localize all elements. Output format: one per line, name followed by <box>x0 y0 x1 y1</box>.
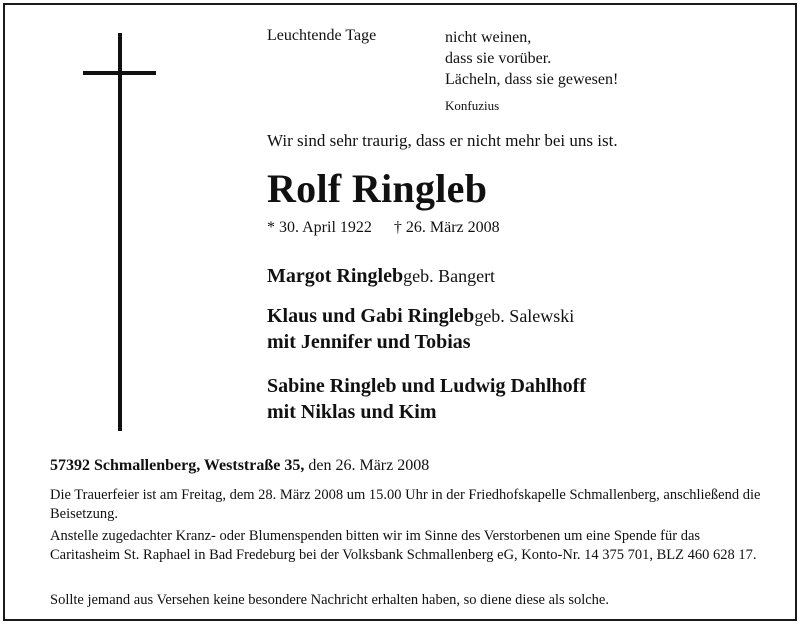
birth-date: 30. April 1922 <box>279 219 372 236</box>
funeral-info: Die Trauerfeier ist am Freitag, dem 28. März 2008 um 15.00 Uhr in der Friedhofskapelle Schmallenberg, anschließend die Beisetzung. <box>50 487 761 522</box>
address-date: den 26. März 2008 <box>304 457 430 474</box>
family-member <box>267 263 495 289</box>
birth-symbol: * <box>267 219 275 236</box>
family-member <box>267 373 586 425</box>
life-dates <box>267 219 500 237</box>
closing-note: Sollte jemand aus Versehen keine besondere Nachricht erhalten haben, so diene diese als solche. <box>50 592 609 608</box>
quote-lead: Leuchtende Tage <box>267 27 377 44</box>
deceased-name: Rolf Ringleb <box>267 166 488 211</box>
address-place: 57392 Schmallenberg, Weststraße 35, <box>50 457 305 474</box>
family-name: Sabine Ringleb und Ludwig Dahlhoff <box>267 375 587 397</box>
tagline: Wir sind sehr traurig, dass er nicht mehr bei uns ist. <box>267 131 618 150</box>
quote-text <box>445 27 618 116</box>
donation-info: Anstelle zugedachter Kranz- oder Blumenspenden bitten wir im Sinne des Verstorbenen um eine Spende für das Caritasheim St. Raphael in Bad Fredeburg bei der Volksbank Schmallenberg eG, Konto-Nr. 14 375 701, BLZ 460 628 17. <box>50 528 757 563</box>
cross-vertical-bar <box>118 33 122 431</box>
family-name: Klaus und Gabi Ringleb <box>267 305 475 327</box>
family-children: mit Niklas und Kim <box>267 401 437 423</box>
cross-horizontal-bar <box>83 71 156 75</box>
address-line <box>50 457 429 475</box>
quote-line: nicht weinen, <box>445 29 532 46</box>
family-name: Margot Ringleb <box>267 265 404 287</box>
death-date: 26. März 2008 <box>405 219 500 236</box>
quote-author: Konfuzius <box>445 98 500 113</box>
quote-line: dass sie vorüber. <box>445 50 552 67</box>
obituary-notice <box>3 3 797 621</box>
death-symbol: † <box>393 219 402 236</box>
maiden-name: geb. Salewski <box>474 306 575 326</box>
family-member <box>267 303 574 355</box>
quote-line: Lächeln, dass sie gewesen! <box>445 71 619 88</box>
family-children: mit Jennifer und Tobias <box>267 331 471 353</box>
maiden-name: geb. Bangert <box>403 266 496 286</box>
